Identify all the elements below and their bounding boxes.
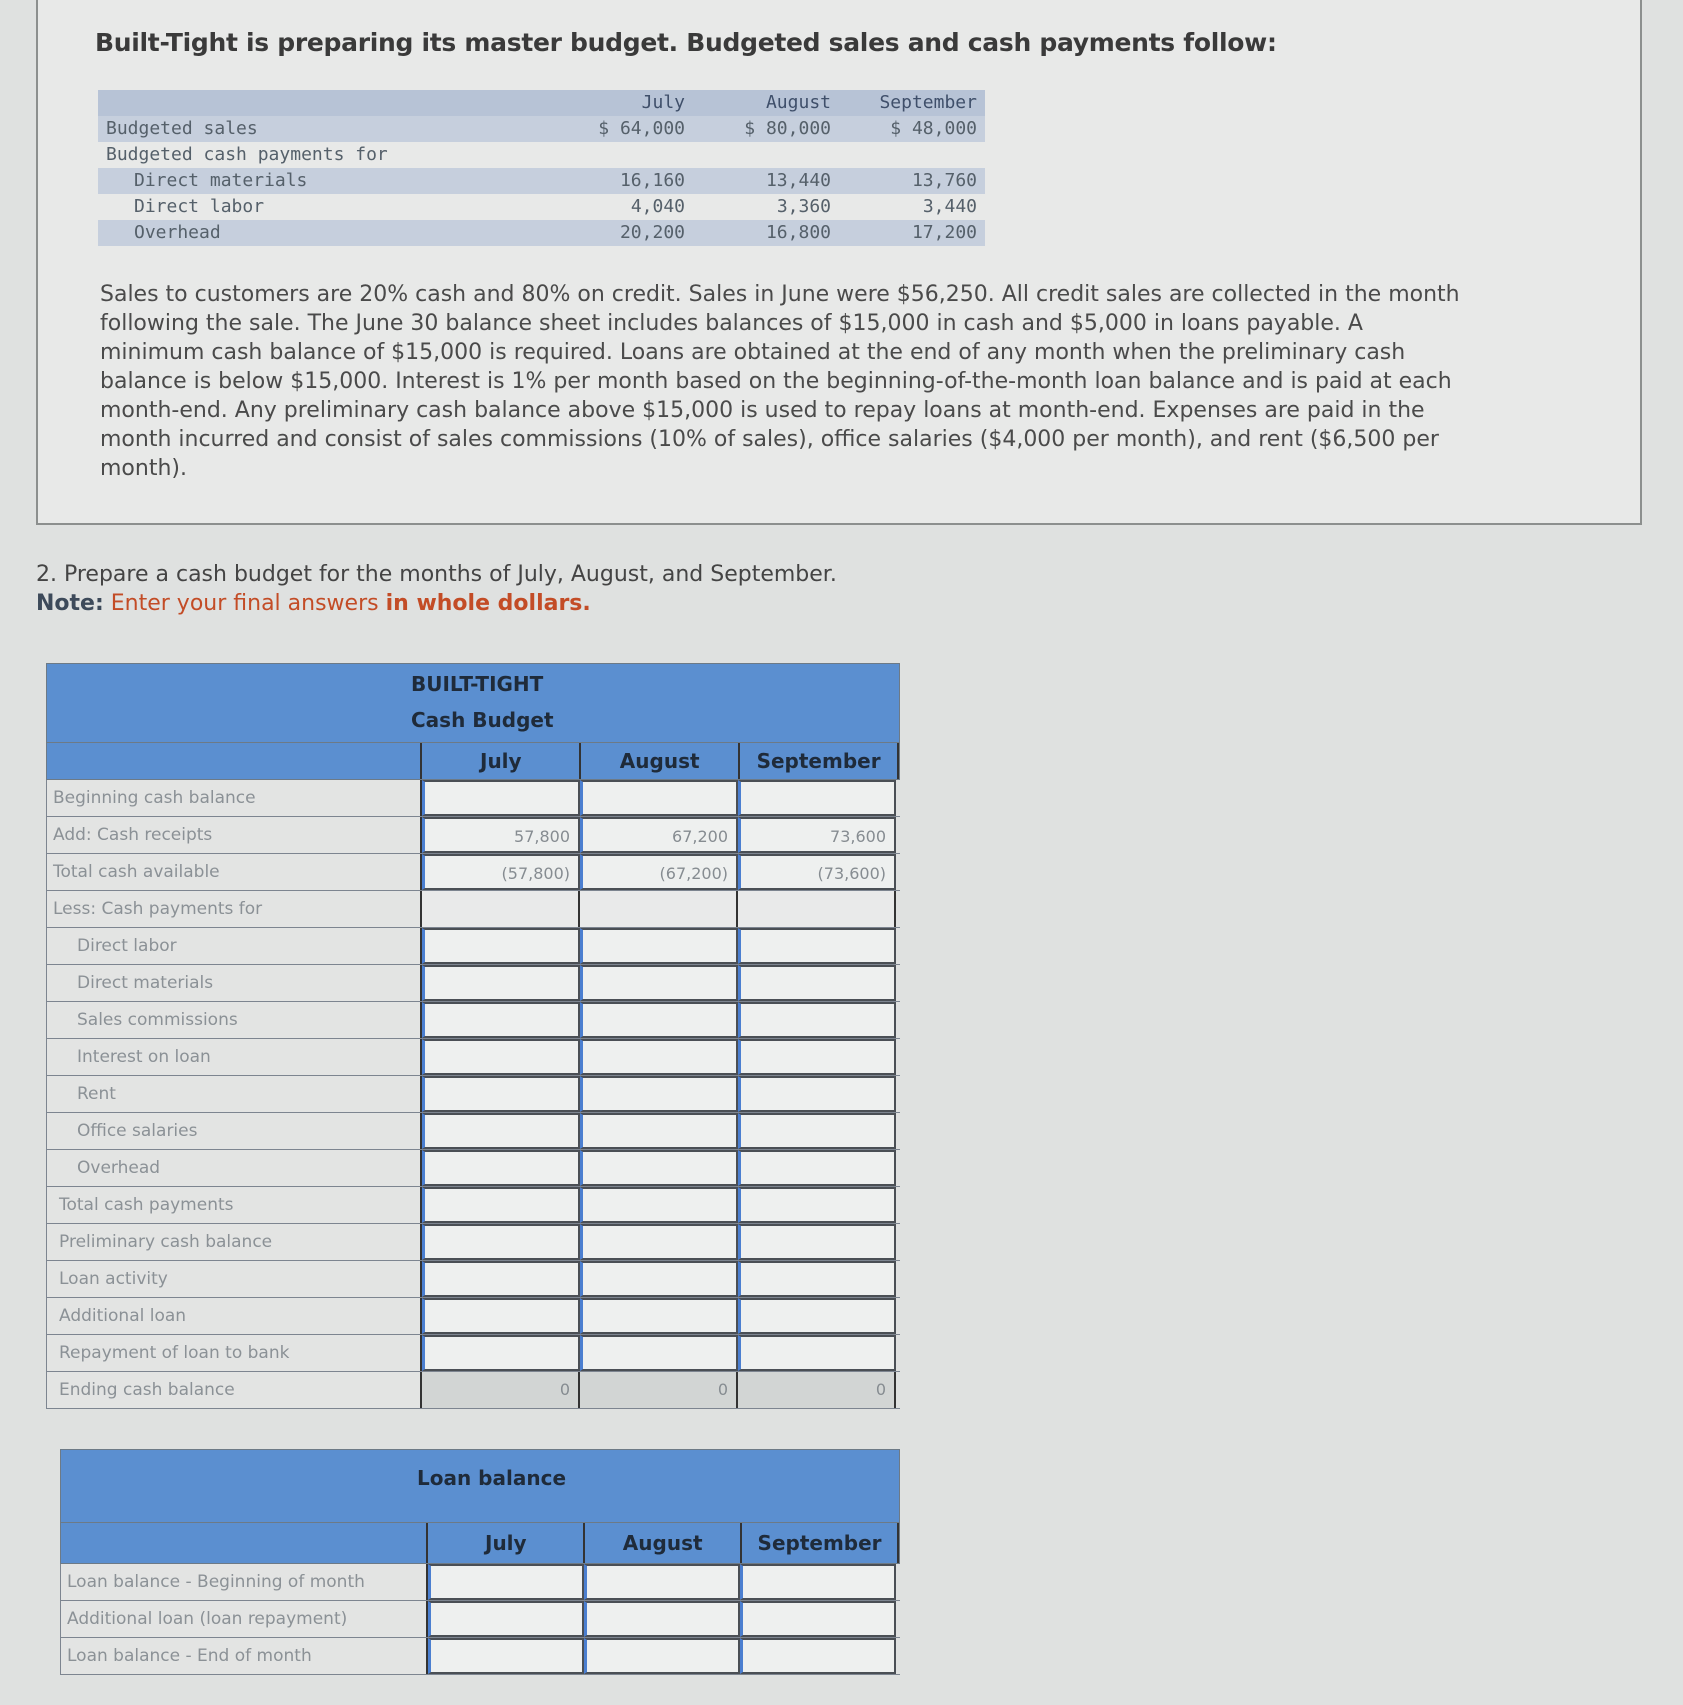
amount-input[interactable] [580,965,738,1001]
loan-balance-columns [60,1523,900,1564]
budget-header-row [98,90,985,116]
budget-row [98,220,985,246]
row-label: Interest on loan [46,1039,422,1075]
amount-input[interactable] [422,1335,580,1371]
amount-input[interactable] [738,1039,896,1075]
budget-cell: 20,200 [547,220,693,246]
loan-balance-row [60,1638,900,1675]
amount-input[interactable] [738,1076,896,1112]
amount-input[interactable] [580,780,738,816]
budget-cell: 3,440 [922,196,977,217]
amount-input[interactable]: (73,600) [738,854,896,890]
amount-input[interactable] [422,1076,580,1112]
note-line [36,589,837,618]
amount-input [738,891,896,927]
amount-input[interactable] [738,780,896,816]
amount-input[interactable] [738,1224,896,1260]
cash-budget-row [46,1002,900,1039]
row-label: Total cash payments [46,1187,422,1223]
amount-input[interactable] [580,928,738,964]
amount-input[interactable] [422,965,580,1001]
row-label: Preliminary cash balance [46,1224,422,1260]
cash-budget-row [46,1298,900,1335]
budget-month-header: August [693,90,839,116]
loan-balance-rows [60,1564,900,1675]
cash-budget-columns [46,743,900,780]
budget-cell: $ 80,000 [693,116,839,142]
amount-input[interactable] [428,1564,584,1600]
row-label: Sales commissions [46,1002,422,1038]
amount-input[interactable] [580,1261,738,1297]
row-label: Overhead [46,1150,422,1186]
cash-budget-row [46,1039,900,1076]
amount-input[interactable] [422,1002,580,1038]
column-header-july: July [422,743,581,779]
amount-input[interactable] [580,1150,738,1186]
budget-row-label: Direct materials [98,168,547,194]
amount-input[interactable] [738,1298,896,1334]
amount-input[interactable] [740,1601,896,1637]
budget-row-label: Overhead [98,220,547,246]
cash-budget-row [46,1261,900,1298]
amount-input[interactable] [428,1638,584,1674]
amount-input[interactable] [738,965,896,1001]
company-name: BUILT-TIGHT [411,672,544,696]
amount-input[interactable] [580,1298,738,1334]
loan-balance-row [60,1601,900,1638]
intro-text: Built-Tight is preparing its master budget. Budgeted sales and cash payments follow: [95,28,1277,57]
cash-budget-row [46,891,900,928]
question-text: 2. Prepare a cash budget for the months of July, August, and September. [36,562,837,587]
amount-input: 0 [422,1372,580,1408]
budget-row-label: Budgeted cash payments for [106,144,388,165]
amount-input[interactable] [580,1224,738,1260]
budget-cell: 3,360 [776,196,831,217]
amount-input: 0 [738,1372,896,1408]
cash-budget-row [46,854,900,891]
amount-input[interactable] [740,1564,896,1600]
budget-table [98,90,985,246]
loan-balance-header [60,1449,900,1523]
amount-input: 0 [580,1372,738,1408]
amount-input[interactable] [584,1564,740,1600]
budget-cell: 16,800 [693,220,839,246]
budget-row [98,116,985,142]
amount-input[interactable] [580,1187,738,1223]
budget-row [98,142,985,168]
amount-input[interactable] [422,1187,580,1223]
amount-input[interactable] [422,1150,580,1186]
cash-budget-header [46,663,900,743]
amount-input[interactable] [422,1039,580,1075]
row-label: Direct labor [46,928,422,964]
budget-cell: $ 48,000 [839,116,985,142]
budget-cell: 13,760 [839,168,985,194]
row-label: Add: Cash receipts [46,817,422,853]
cash-budget-row [46,1335,900,1372]
cash-budget-row [46,1224,900,1261]
amount-input[interactable] [580,1335,738,1371]
column-header-august: August [585,1523,742,1563]
problem-paragraph: Sales to customers are 20% cash and 80% on credit. Sales in June were $56,250. All credit sales are collected in the month following the sale. The June 30 balance sheet includes balances of $15,000 in cash and $5,000 in loans payable. A minimum cash balance of $15,000 is required. Loans are obtained at the end of any month when the preliminary cash balance is below $15,000. Interest is 1% per month based on the beginning-of-the-month loan balance and is paid at each month-end. Any preliminary cash balance above $15,000 is used to repay loans at month-end. Expenses are paid in the month incurred and consist of sales commissions (10% of sales), office salaries ($4,000 per month), and rent ($6,500 per month). [100,282,1460,481]
row-label: Direct materials [46,965,422,1001]
amount-input[interactable] [422,1113,580,1149]
budget-row [98,168,985,194]
amount-input[interactable] [738,928,896,964]
cash-budget-row [46,817,900,854]
amount-input[interactable]: (67,200) [580,854,738,890]
cash-budget-title: Cash Budget [411,708,554,732]
note-bold: in whole dollars. [385,591,591,616]
amount-input[interactable]: 57,800 [422,817,580,853]
amount-input[interactable]: (57,800) [422,854,580,890]
column-header-september: September [742,1523,899,1563]
amount-input[interactable] [584,1638,740,1674]
cash-budget-row [46,1187,900,1224]
amount-input[interactable] [740,1638,896,1674]
budget-cell: 13,440 [693,168,839,194]
budget-row [98,194,985,220]
amount-input[interactable] [738,1002,896,1038]
row-label: Loan activity [46,1261,422,1297]
budget-cell: 17,200 [839,220,985,246]
cash-budget-row [46,965,900,1002]
cash-budget-row [46,928,900,965]
cash-budget-row [46,780,900,817]
amount-input[interactable] [580,1002,738,1038]
amount-input[interactable] [738,1187,896,1223]
row-label: Loan balance - End of month [60,1638,428,1674]
cash-budget-row [46,1113,900,1150]
budget-cell: $ 64,000 [547,116,693,142]
amount-input[interactable] [580,1076,738,1112]
loan-balance-title: Loan balance [417,1466,567,1490]
budget-row-label: Budgeted sales [98,116,547,142]
row-label: Rent [46,1076,422,1112]
row-label: Office salaries [46,1113,422,1149]
row-label: Beginning cash balance [46,780,422,816]
amount-input[interactable] [422,1224,580,1260]
amount-input[interactable] [580,1113,738,1149]
column-header-august: August [581,743,740,779]
budget-row-label: Direct labor [134,196,265,217]
loan-balance-table [60,1449,900,1675]
note-text: Enter your final answers [103,591,386,616]
row-label: Less: Cash payments for [46,891,422,927]
row-label: Loan balance - Beginning of month [60,1564,428,1600]
row-label: Ending cash balance [46,1372,422,1408]
amount-input [422,891,580,927]
cash-budget-row [46,1372,900,1409]
loan-balance-row [60,1564,900,1601]
row-label: Additional loan [46,1298,422,1334]
amount-input[interactable]: 67,200 [580,817,738,853]
budget-cell: 4,040 [630,196,685,217]
amount-input[interactable] [428,1601,584,1637]
amount-input[interactable] [584,1601,740,1637]
amount-input[interactable] [738,1113,896,1149]
amount-input[interactable] [422,1261,580,1297]
row-label: Repayment of loan to bank [46,1335,422,1371]
amount-input[interactable] [422,928,580,964]
budget-month-header: July [547,90,693,116]
column-header-july: July [428,1523,585,1563]
amount-input[interactable] [738,1261,896,1297]
amount-input[interactable] [422,780,580,816]
budget-month-header: September [839,90,985,116]
amount-input[interactable] [738,1150,896,1186]
question-block [36,560,837,618]
note-label: Note: [36,591,104,616]
amount-input[interactable] [422,1298,580,1334]
budget-cell: 16,160 [547,168,693,194]
amount-input[interactable]: 73,600 [738,817,896,853]
amount-input[interactable] [738,1335,896,1371]
row-label: Total cash available [46,854,422,890]
cash-budget-row [46,1076,900,1113]
amount-input[interactable] [580,1039,738,1075]
column-header-september: September [740,743,899,779]
cash-budget-table [46,663,900,1409]
cash-budget-rows [46,780,900,1409]
amount-input [580,891,738,927]
cash-budget-row [46,1150,900,1187]
row-label: Additional loan (loan repayment) [60,1601,428,1637]
